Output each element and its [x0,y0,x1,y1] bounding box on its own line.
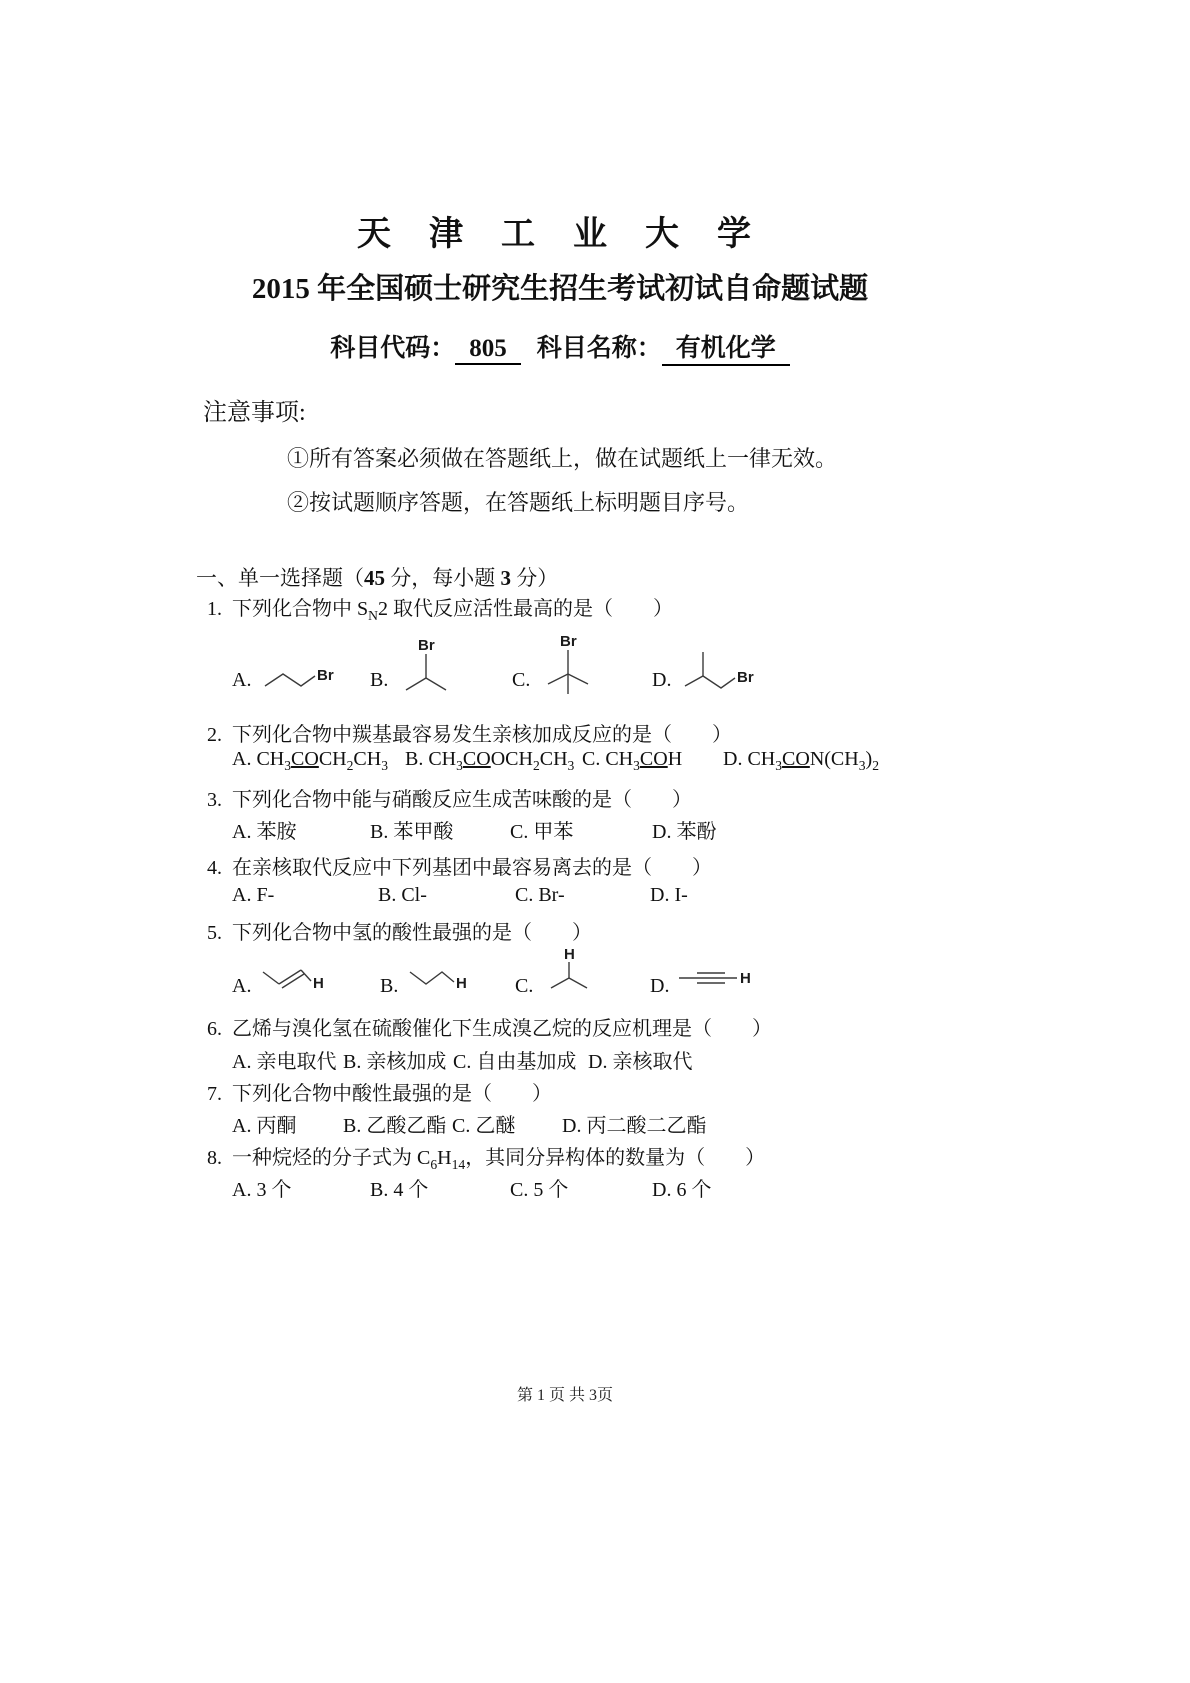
question-6-number: 6. [207,1018,222,1040]
question-1-options [232,626,992,700]
q5-option-b-label: B. [380,975,399,997]
q8-option-b: B. 4 个 [370,1179,429,1201]
q4-option-b: B. Cl- [378,884,427,906]
q6-option-a: A. 亲电取代 [232,1051,337,1073]
question-5-number: 5. [207,922,222,944]
notes-title: 注意事项: [203,400,306,426]
question-4-number: 4. [207,857,222,879]
bromine-atom-label: Br [560,633,578,650]
q1-option-b [370,630,484,700]
molecule-isobutyl-bromide [677,630,777,700]
question-3 [207,783,692,812]
q2-option-b: B. $CH_3COOCH_2CH_3$ [405,748,575,773]
question-7-text: 下列化合物中酸性最强的是（ ） [232,1083,552,1105]
q1-option-a [232,630,357,700]
note-item-1: ①所有答案必须做在答题纸上，做在试题纸上一律无效。 [287,446,838,471]
q3-option-d: D. 苯酚 [652,821,717,843]
q2-option-a: A. $CH_3COCH_2CH_3$ [232,748,389,773]
question-3-text: 下列化合物中能与硝酸反应生成苦味酸的是（ ） [232,789,692,811]
question-1-number: 1. [207,598,222,620]
q7-option-a: A. 丙酮 [232,1115,297,1137]
molecule-propane-secondary-H [539,948,629,1006]
molecule-tert-butyl-bromide [536,630,626,700]
question-5-text: 下列化合物中氢的酸性最强的是（ ） [232,922,592,944]
q8-option-d: D. 6 个 [652,1179,712,1201]
question-8 [207,1141,765,1173]
q1-option-b-label: B. [370,669,389,691]
q5-option-d [650,948,765,1006]
q8-option-c: C. 5 个 [510,1179,569,1201]
molecule-propene-vinyl-H [257,948,352,1006]
question-3-number: 3. [207,789,222,811]
question-6-text: 乙烯与溴化氢在硫酸催化下生成溴乙烷的反应机理是（ ） [232,1018,772,1040]
q5-option-d-label: D. [650,975,670,997]
question-5-options [232,944,992,1006]
molecule-1-bromopropane [257,630,357,700]
question-4-text: 在亲核取代反应中下列基团中最容易离去的是（ ） [232,857,712,879]
bromine-atom-label: Br [737,669,755,686]
q1-option-d-label: D. [652,669,672,691]
q4-option-d: D. I- [650,884,688,906]
subject-code-label: 科目代码： [330,335,456,362]
q1-option-c-label: C. [512,669,531,691]
exam-title: 2015 年全国硕士研究生招生考试初试自命题试题 [251,273,869,305]
section-title: 一、单一选择题（45 分，每小题 3 分） [196,566,559,590]
q4-option-c: C. Br- [515,884,565,906]
q8-option-a: A. 3 个 [232,1179,292,1201]
q2-option-d: D. $CH_3CON(CH_3)_2$ [723,748,879,773]
question-1-text: 下列化合物中 $S_N2$ 取代反应活性最高的是（ ） [232,598,673,623]
q1-option-c [512,630,626,700]
molecule-2-bromopropane [394,630,484,700]
q1-option-a-label: A. [232,669,252,691]
molecule-propyne-terminal-H [675,948,765,1006]
hydrogen-atom-label: H [456,975,468,992]
note-item-2: ②按试题顺序答题，在答题纸上标明题目序号。 [287,490,750,515]
subject-line [0,328,1120,366]
q5-option-a-label: A. [232,975,252,997]
q4-option-a: A. F- [232,884,275,906]
q3-option-c: C. 甲苯 [510,821,574,843]
question-6 [207,1012,772,1041]
hydrogen-atom-label: H [313,975,325,992]
subject-name-label: 科目名称： [536,335,662,362]
hydrogen-atom-label: H [740,970,752,987]
bromine-atom-label: Br [317,667,335,684]
q6-option-c: C. 自由基加成 [453,1051,577,1073]
q1-option-d [652,630,777,700]
question-5 [207,916,592,945]
question-8-number: 8. [207,1147,222,1169]
q7-option-b: B. 乙酸乙酯 [343,1115,447,1137]
question-8-text: 一种烷烃的分子式为 $C_6H_{14}$，其同分异构体的数量为（ ） [232,1147,766,1172]
q3-option-a: A. 苯胺 [232,821,297,843]
bromine-atom-label: Br [418,637,436,654]
question-7 [207,1077,552,1106]
q3-option-b: B. 苯甲酸 [370,821,454,843]
q2-option-c: C. $CH_3COH$ [582,748,683,773]
q5-option-c-label: C. [515,975,534,997]
subject-code-value: 805 [455,335,521,365]
page-footer: 第 1 页 共 3页 [516,1387,613,1404]
hydrogen-atom-label: H [564,948,576,963]
q6-option-d: D. 亲核取代 [588,1051,693,1073]
question-2 [207,718,732,747]
molecule-propane-terminal-H [404,948,499,1006]
subject-name-value: 有机化学 [662,328,790,366]
q7-option-c: C. 乙醚 [452,1115,516,1137]
question-1 [207,592,673,624]
question-2-text: 下列化合物中羰基最容易发生亲核加成反应的是（ ） [232,724,732,746]
question-7-number: 7. [207,1083,222,1105]
q6-option-b: B. 亲核加成 [343,1051,447,1073]
q7-option-d: D. 丙二酸二乙酯 [562,1115,707,1137]
q5-option-c [515,948,629,1006]
question-4 [207,851,712,880]
university-title: 天 津 工 业 大 学 [357,216,753,253]
q5-option-a [232,948,352,1006]
question-2-number: 2. [207,724,222,746]
q5-option-b [380,948,499,1006]
